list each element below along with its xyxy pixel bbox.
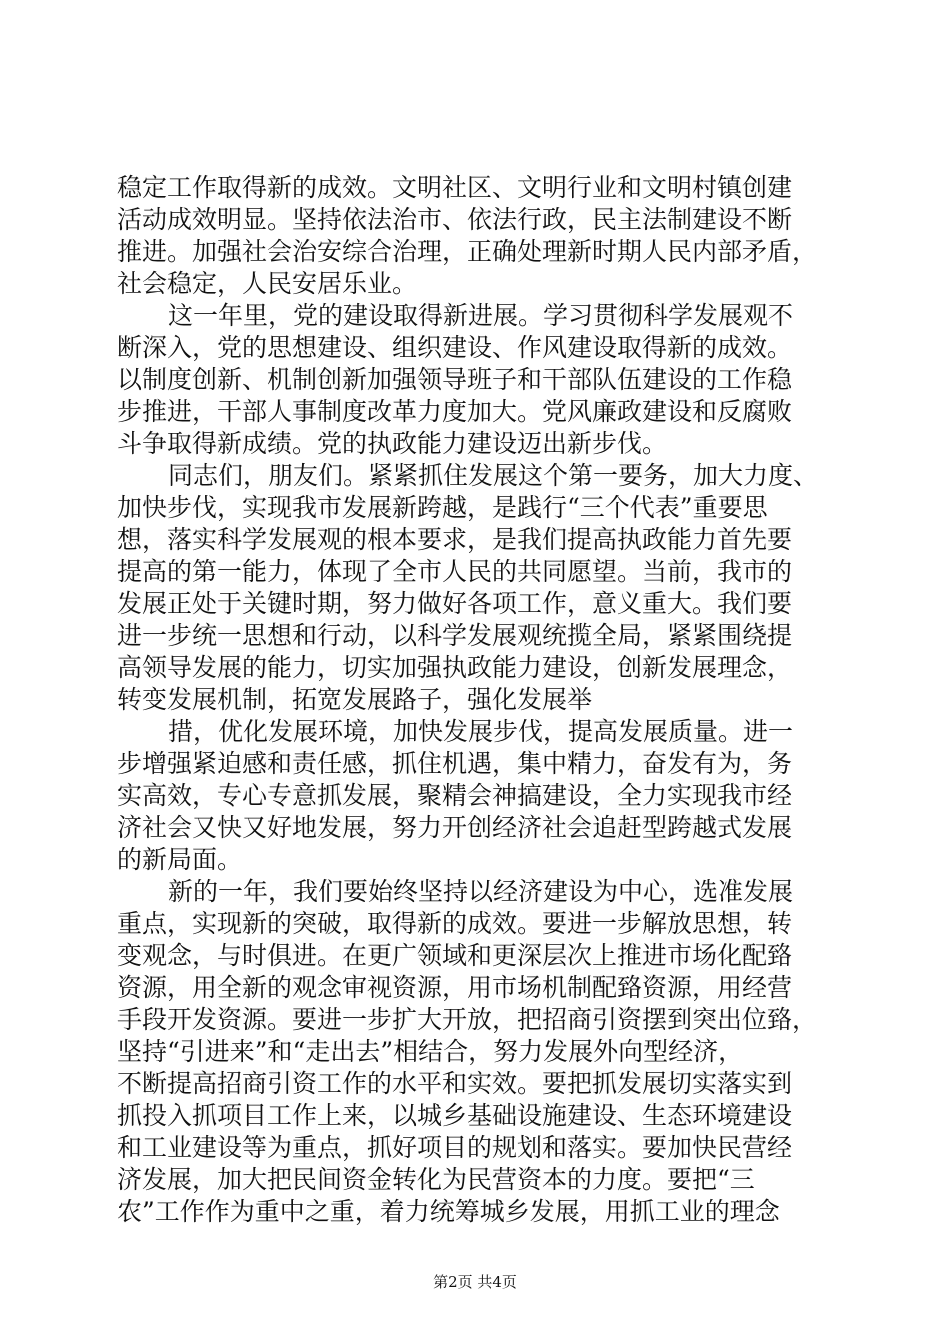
- text-line: 以制度创新、机制创新加强领导班子和干部队伍建设的工作稳: [117, 365, 793, 394]
- text-line: 想，落实科学发展观的根本要求，是我们提高执政能力首先要: [117, 525, 793, 554]
- text-line: 措，优化发展环境，加快发展步伐，提高发展质量。进一: [168, 717, 794, 746]
- text-line: 济发展，加大把民间资金转化为民营资本的力度。要把“三: [117, 1165, 755, 1194]
- text-line: 发展正处于关键时期，努力做好各项工作，意义重大。我们要: [117, 589, 793, 618]
- page-number-footer: 第2页 共4页: [433, 1273, 517, 1291]
- text-line: 这一年里，党的建设取得新进展。学习贯彻科学发展观不: [168, 301, 794, 330]
- text-line: 同志们，朋友们。紧紧抓住发展这个第一要务，加大力度、: [168, 461, 819, 490]
- text-line: 实高效，专心专意抓发展，聚精会神搞建设，全力实现我市经: [117, 781, 793, 810]
- text-line: 步推进，干部人事制度改革力度加大。党风廉政建设和反腐败: [117, 397, 793, 426]
- text-line: 断深入，党的思想建设、组织建设、作风建设取得新的成效。: [117, 333, 793, 362]
- text-line: 提高的第一能力，体现了全市人民的共同愿望。当前，我市的: [117, 557, 793, 586]
- text-line: 步增强紧迫感和责任感，抓住机遇，集中精力，奋发有为，务: [117, 749, 793, 778]
- text-line: 的新局面。: [117, 845, 243, 874]
- text-line: 资源，用全新的观念审视资源，用市场机制配臵资源，用经营: [117, 973, 793, 1002]
- text-line: 加快步伐，实现我市发展新跨越，是践行“三个代表”重要思: [117, 493, 768, 522]
- text-line: 社会稳定，人民安居乐业。: [117, 269, 418, 298]
- text-line: 转变发展机制，拓宽发展路子，强化发展举: [117, 685, 593, 714]
- text-line: 活动成效明显。坚持依法治市、依法行政，民主法制建设不断: [117, 205, 793, 234]
- text-line: 不断提高招商引资工作的水平和实效。要把抓发展切实落实到: [117, 1069, 793, 1098]
- text-line: 新的一年，我们要始终坚持以经济建设为中心，选准发展: [168, 877, 794, 906]
- text-line: 变观念，与时俱进。在更广领域和更深层次上推进市场化配臵: [117, 941, 793, 970]
- text-line: 进一步统一思想和行动，以科学发展观统揽全局，紧紧围绕提: [117, 621, 793, 650]
- text-line: 农”工作作为重中之重，着力统筹城乡发展，用抓工业的理念: [117, 1197, 780, 1226]
- text-line: 斗争取得新成绩。党的执政能力建设迈出新步伐。: [117, 429, 668, 458]
- text-line: 坚持“引进来”和“走出去”相结合，努力发展外向型经济，: [117, 1037, 744, 1066]
- text-line: 稳定工作取得新的成效。文明社区、文明行业和文明村镇创建: [117, 173, 793, 202]
- text-line: 和工业建设等为重点，抓好项目的规划和落实。要加快民营经: [117, 1133, 793, 1162]
- text-line: 抓投入抓项目工作上来，以城乡基础设施建设、生态环境建设: [117, 1101, 793, 1130]
- text-line: 济社会又快又好地发展，努力开创经济社会追赶型跨越式发展: [117, 813, 793, 842]
- text-line: 手段开发资源。要进一步扩大开放，把招商引资摆到突出位臵，: [117, 1005, 818, 1034]
- text-line: 推进。加强社会治安综合治理，正确处理新时期人民内部矛盾，: [117, 237, 818, 266]
- text-line: 高领导发展的能力，切实加强执政能力建设，创新发展理念，: [117, 653, 793, 682]
- text-line: 重点，实现新的突破，取得新的成效。要进一步解放思想，转: [117, 909, 793, 938]
